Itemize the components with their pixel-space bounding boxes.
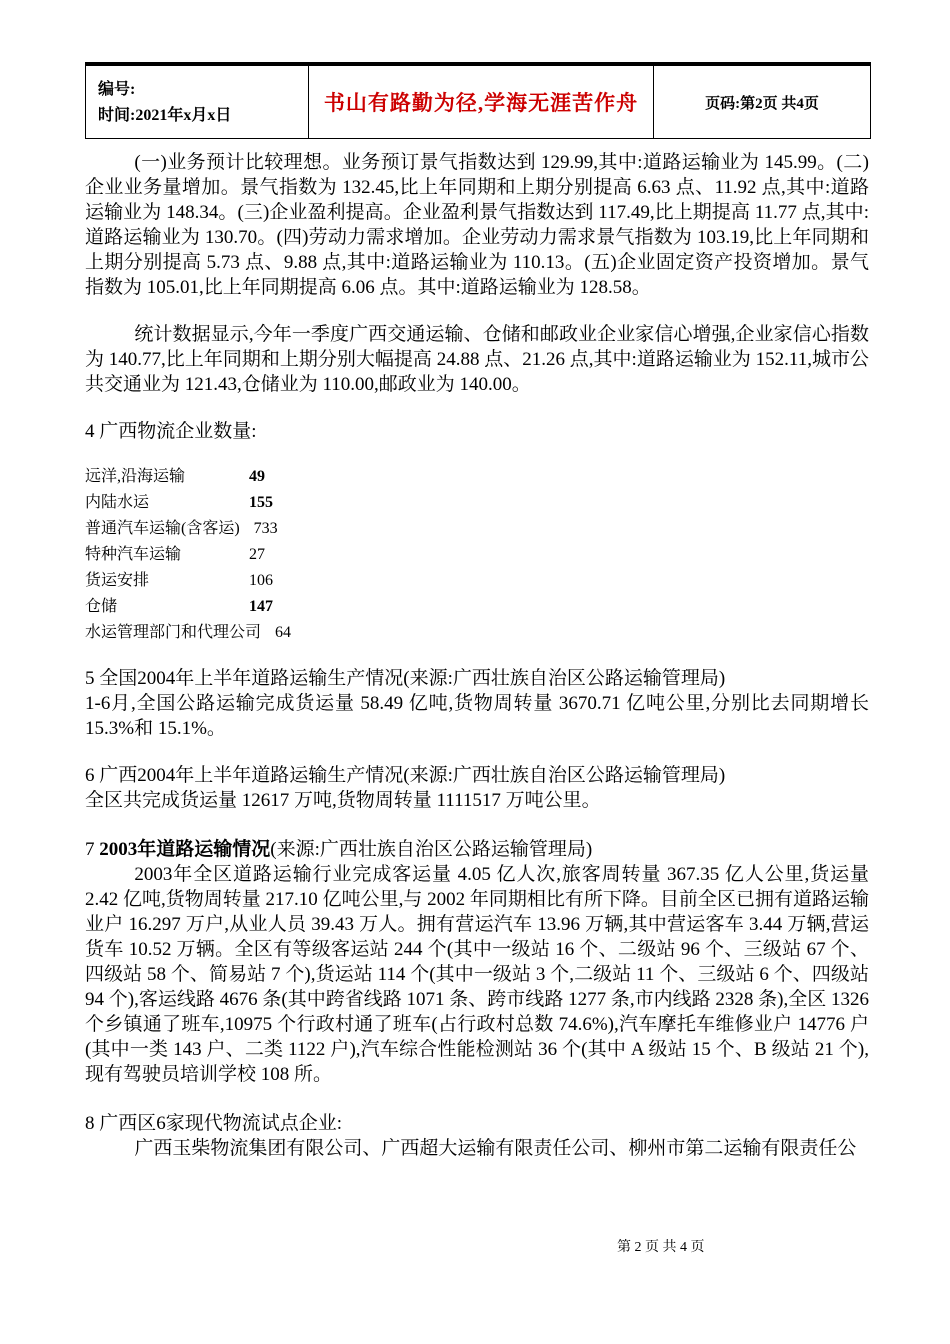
section7-title-text: 2003年道路运输情况 xyxy=(99,839,271,860)
list-item-label: 内陆水运 xyxy=(85,494,150,511)
paragraph-business-indices: (一)业务预计比较理想。业务预订景气指数达到 129.99,其中:道路运输业为 145.99。(二)企业业务量增加。景气指数为 132.45,比上年同期和上期分别提高 6.63 点、11.92 点,其中:道路运输业为 148.34。(三)企业盈利提高。企业盈利景气指数达到 117.49,比上期提高 11.77 点,其中:道路运输业为 130.70。(四)劳动力需求增加。企业劳动力需求景气指数为 103.19,比上年同期和上期分别提高 5.73 点、9.88 点,其中:道路运输业为 110.13。(五)企业固定资产投资增加。景气指数为 105.01,比上年同期提高 6.06 点。其中:道路运输业为 128.58。 xyxy=(85,152,869,298)
section7-title xyxy=(85,837,869,862)
section7-number: 7 xyxy=(85,839,100,860)
list-item-label: 水运管理部门和代理公司 xyxy=(85,624,262,641)
list-item xyxy=(85,620,869,646)
section5-title xyxy=(85,666,869,691)
section7-body: 2003年全区道路运输行业完成客运量 4.05 亿人次,旅客周转量 367.35 亿人公里,货运量 2.42 亿吨,货物周转量 217.10 亿吨公里,与 2002 年同期相比有所下降。目前全区已拥有道路运输业户 16.297 万户,从业人员 39.43 万人。拥有营运汽车 13.96 万辆,其中营运客车 3.44 万辆,营运货车 10.52 万辆。全区有等级客运站 244 个(其中一级站 16 个、二级站 96 个、三级站 67 个、四级站 58 个、简易站 7 个),货运站 114 个(其中一级站 3 个,二级站 11 个、三级站 6 个、四级站 94 个),客运线路 4676 条(其中跨省线路 1071 条、跨市线路 1277 条,市内线路 2328 条),全区 1326 个乡镇通了班车,10975 个行政村通了班车(占行政村总数 74.6%),汽车摩托车维修业户 14776 户(其中一类 143 户、二类 1122 户),汽车综合性能检测站 36 个(其中 A 级站 15 个、B 级站 21 个),现有驾驶员培训学校 108 所。 xyxy=(85,864,869,1085)
list-item-value: 106 xyxy=(249,572,273,589)
list-item-value: 64 xyxy=(275,624,292,641)
header-date-label: 时间:2021年x月x日 xyxy=(98,107,232,124)
section7-source: (来源:广西壮族自治区公路运输管理局) xyxy=(270,839,593,860)
footer-page-number: 第 2 页 共 4 页 xyxy=(617,1240,705,1255)
section5-source: (来源:广西壮族自治区公路运输管理局) xyxy=(403,668,726,689)
section6-body: 全区共完成货运量 12617 万吨,货物周转量 1111517 万吨公里。 xyxy=(85,790,601,811)
list-item-label: 特种汽车运输 xyxy=(85,546,182,563)
list-item xyxy=(85,568,869,594)
list-item-label: 远洋,沿海运输 xyxy=(85,468,186,485)
page-header xyxy=(85,62,871,139)
header-motto: 书山有路勤为径,学海无涯苦作舟 xyxy=(323,91,639,115)
list-item-label: 货运安排 xyxy=(85,572,150,589)
header-middle-cell xyxy=(309,66,654,138)
list-item xyxy=(85,516,869,542)
section5-title-text: 5 全国2004年上半年道路运输生产情况 xyxy=(85,668,404,689)
section5-body: 1-6月,全国公路运输完成货运量 58.49 亿吨,货物周转量 3670.71 亿吨公里,分别比去同期增长 15.3%和 15.1%。 xyxy=(85,693,869,739)
list-item xyxy=(85,594,869,620)
section8-title: 8 广西区6家现代物流试点企业: xyxy=(85,1113,343,1134)
header-left-cell xyxy=(86,66,309,138)
logistics-company-list xyxy=(85,464,869,646)
list-item-value: 147 xyxy=(249,598,273,615)
header-number-label: 编号: xyxy=(98,80,136,98)
list-item-value: 27 xyxy=(249,546,265,563)
section8-body: 广西玉柴物流集团有限公司、广西超大运输有限责任公司、柳州市第二运输有限责任公 xyxy=(134,1138,857,1159)
list-item-value: 733 xyxy=(253,520,278,537)
list-item-label: 普通汽车运输(含客运) xyxy=(85,520,240,537)
header-page-info: 页码:第2页 共4页 xyxy=(705,95,819,112)
list-item-label: 仓储 xyxy=(85,598,118,615)
list-item-value: 49 xyxy=(249,468,265,485)
section6-source: (来源:广西壮族自治区公路运输管理局) xyxy=(403,765,726,786)
list-item xyxy=(85,490,869,516)
section4-title: 4 广西物流企业数量: xyxy=(85,421,257,442)
paragraph-confidence-index: 统计数据显示,今年一季度广西交通运输、仓储和邮政业企业家信心增强,企业家信心指数为 140.77,比上年同期和上期分别大幅提高 24.88 点、21.26 点,其中:道路运输业为 152.11,城市公共交通业为 121.43,仓储业为 110.00,邮政业为 140.00。 xyxy=(85,324,869,395)
section6-title-text: 6 广西2004年上半年道路运输生产情况 xyxy=(85,765,404,786)
body-content xyxy=(85,150,869,1161)
header-right-cell xyxy=(654,66,870,138)
section6-title xyxy=(85,763,869,788)
list-item xyxy=(85,542,869,568)
list-item xyxy=(85,464,869,490)
list-item-value: 155 xyxy=(249,494,273,511)
